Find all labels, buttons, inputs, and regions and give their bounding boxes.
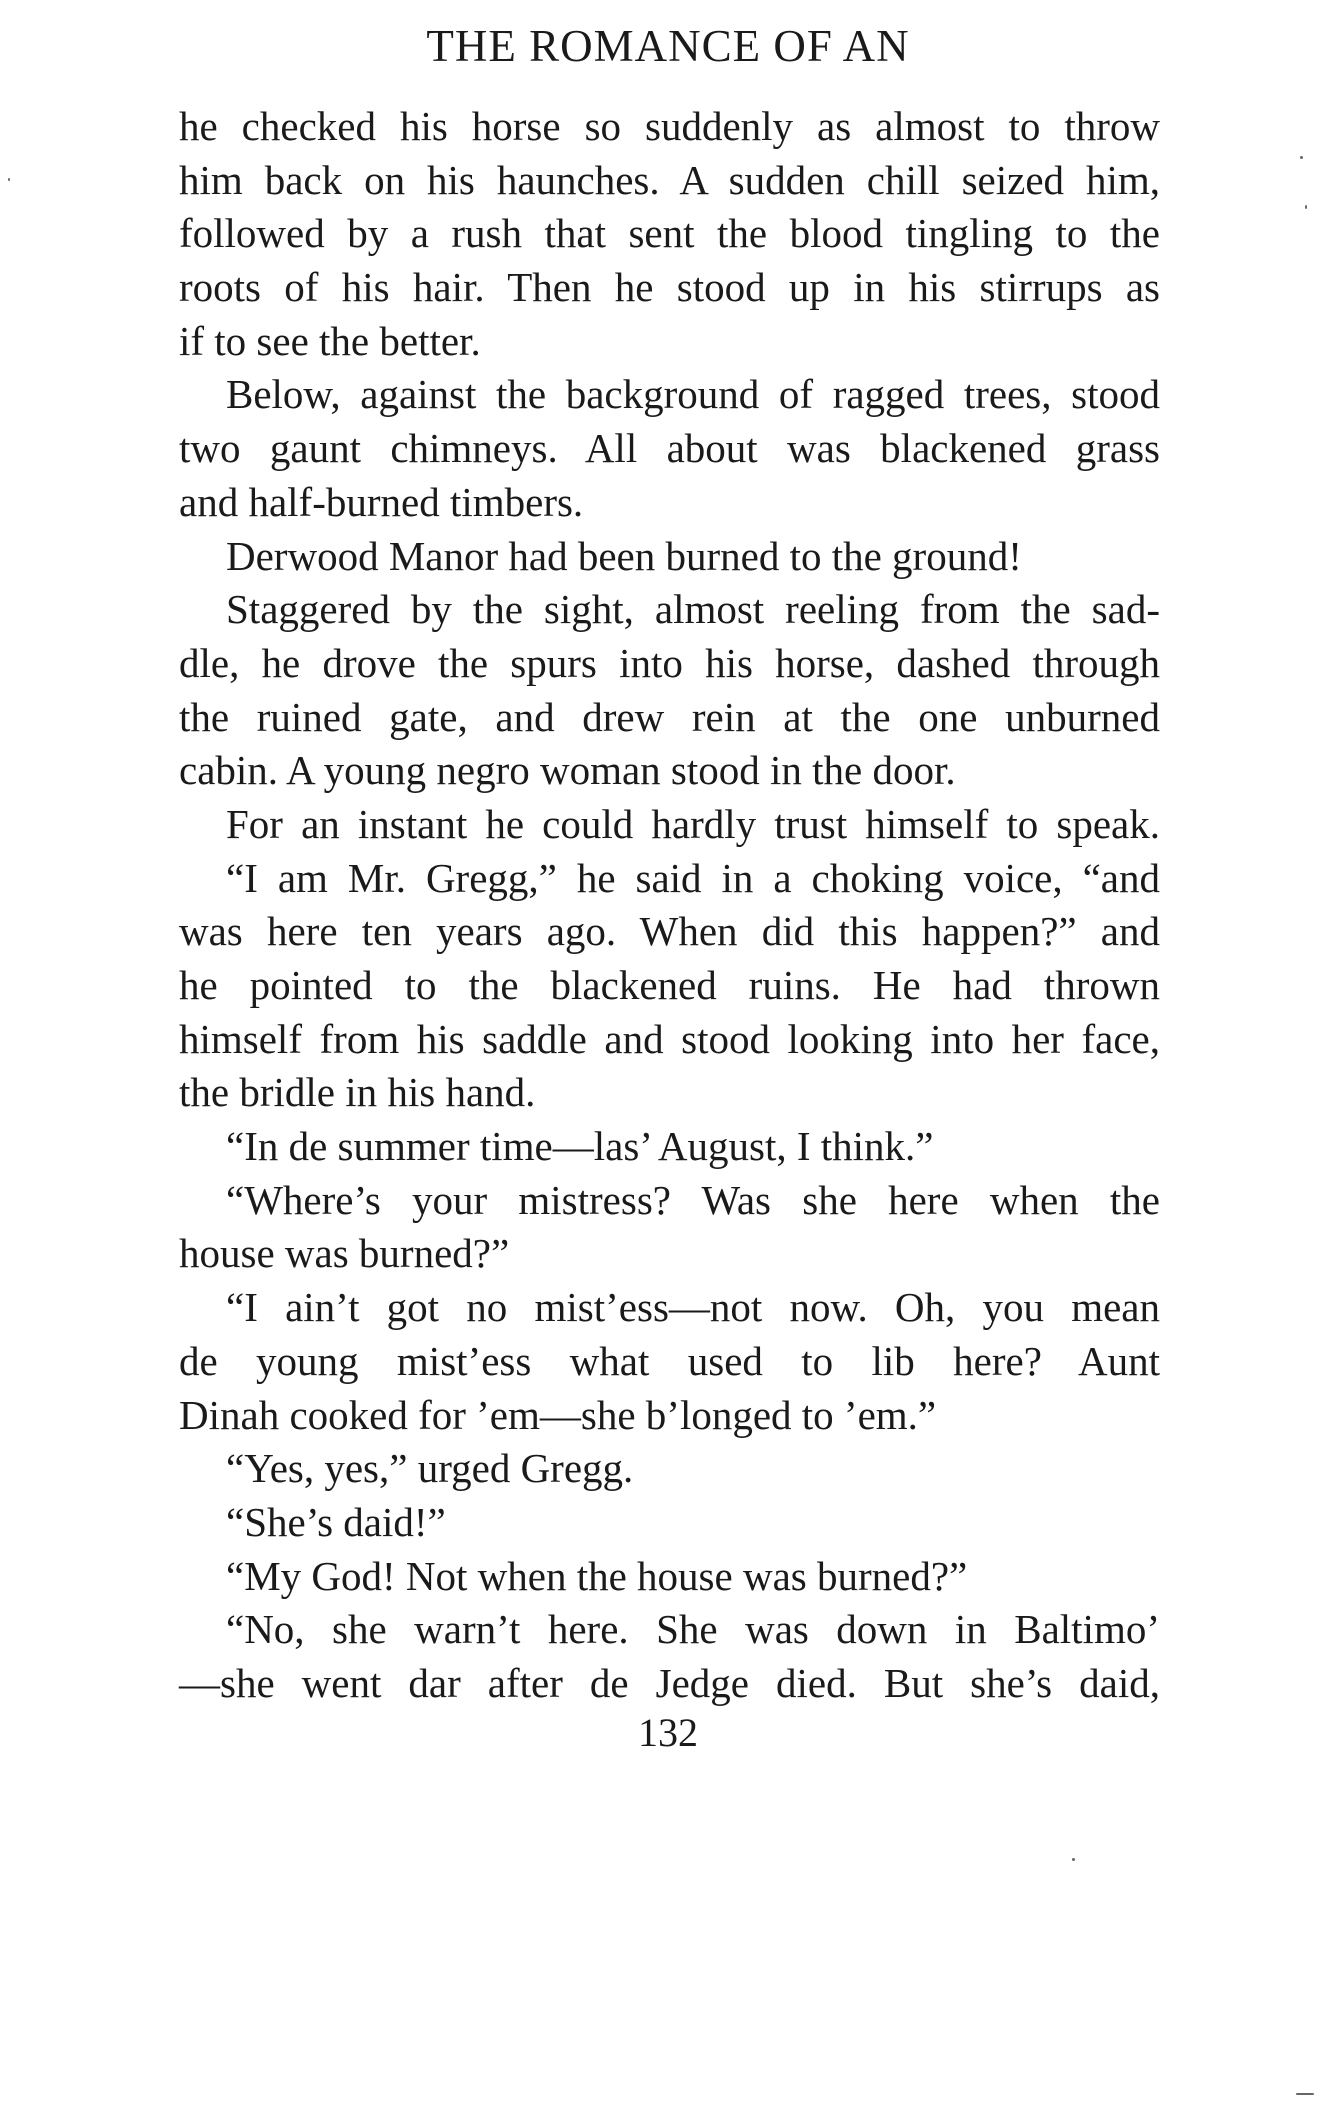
scan-speck — [1300, 156, 1303, 159]
text-line: house was burned?” — [179, 1230, 510, 1277]
text-line: if to see the better. — [179, 317, 481, 364]
scan-speck — [1305, 205, 1307, 209]
text-line: Staggered by the sight, almost reeling from the sad- — [226, 586, 1160, 633]
text-line: was here ten years ago. When did this happen?” and — [179, 908, 1160, 955]
text-line: cabin. A young negro woman stood in the door. — [179, 747, 956, 794]
scan-speck — [8, 178, 10, 181]
running-head: THE ROMANCE OF AN — [426, 21, 910, 71]
text-line: he checked his horse so suddenly as almost to throw — [179, 103, 1160, 149]
text-line: the bridle in his hand. — [179, 1069, 536, 1116]
body-text — [179, 100, 1160, 1711]
text-line: him back on his haunches. A sudden chill seized him, — [179, 156, 1160, 203]
text-line: —she went dar after de Jedge died. But she’s daid, — [179, 1659, 1160, 1706]
text-line: two gaunt chimneys. All about was blackened grass — [179, 425, 1160, 472]
text-line: Dinah cooked for ’em—she b’longed to ’em.” — [179, 1391, 937, 1438]
text-line: For an instant he could hardly trust himself to speak. — [226, 800, 1160, 847]
scan-speck — [1072, 1858, 1075, 1861]
text-line: followed by a rush that sent the blood tingling to the — [179, 210, 1160, 257]
text-line: he pointed to the blackened ruins. He had thrown — [179, 962, 1160, 1008]
text-line: the ruined gate, and drew rein at the one unburned — [179, 693, 1160, 740]
text-line: “No, she warn’t here. She was down in Baltimo’ — [226, 1606, 1160, 1653]
text-line: Below, against the background of ragged trees, stood — [226, 371, 1160, 418]
text-line: roots of his hair. Then he stood up in his stirrups as — [179, 264, 1160, 311]
page-number: 132 — [638, 1710, 698, 1755]
text-line: “Yes, yes,” urged Gregg. — [226, 1445, 634, 1492]
text-line: and half-burned timbers. — [179, 478, 584, 525]
text-line: “I am Mr. Gregg,” he said in a choking voice, “and — [226, 854, 1160, 901]
text-line: Derwood Manor had been burned to the ground! — [226, 532, 1022, 579]
text-line: dle, he drove the spurs into his horse, dashed through — [179, 639, 1160, 686]
text-line: “In de summer time—las’ August, I think.” — [226, 1123, 934, 1170]
scan-speck — [1296, 2093, 1314, 2095]
text-line: “I ain’t got no mist’ess—not now. Oh, you mean — [226, 1284, 1160, 1331]
text-line: “Where’s your mistress? Was she here when the — [226, 1176, 1160, 1223]
text-line: de young mist’ess what used to lib here? Aunt — [179, 1337, 1160, 1384]
text-line: himself from his saddle and stood looking into her face, — [179, 1015, 1160, 1062]
text-line: “She’s daid!” — [226, 1498, 446, 1545]
text-line: “My God! Not when the house was burned?” — [226, 1552, 968, 1599]
